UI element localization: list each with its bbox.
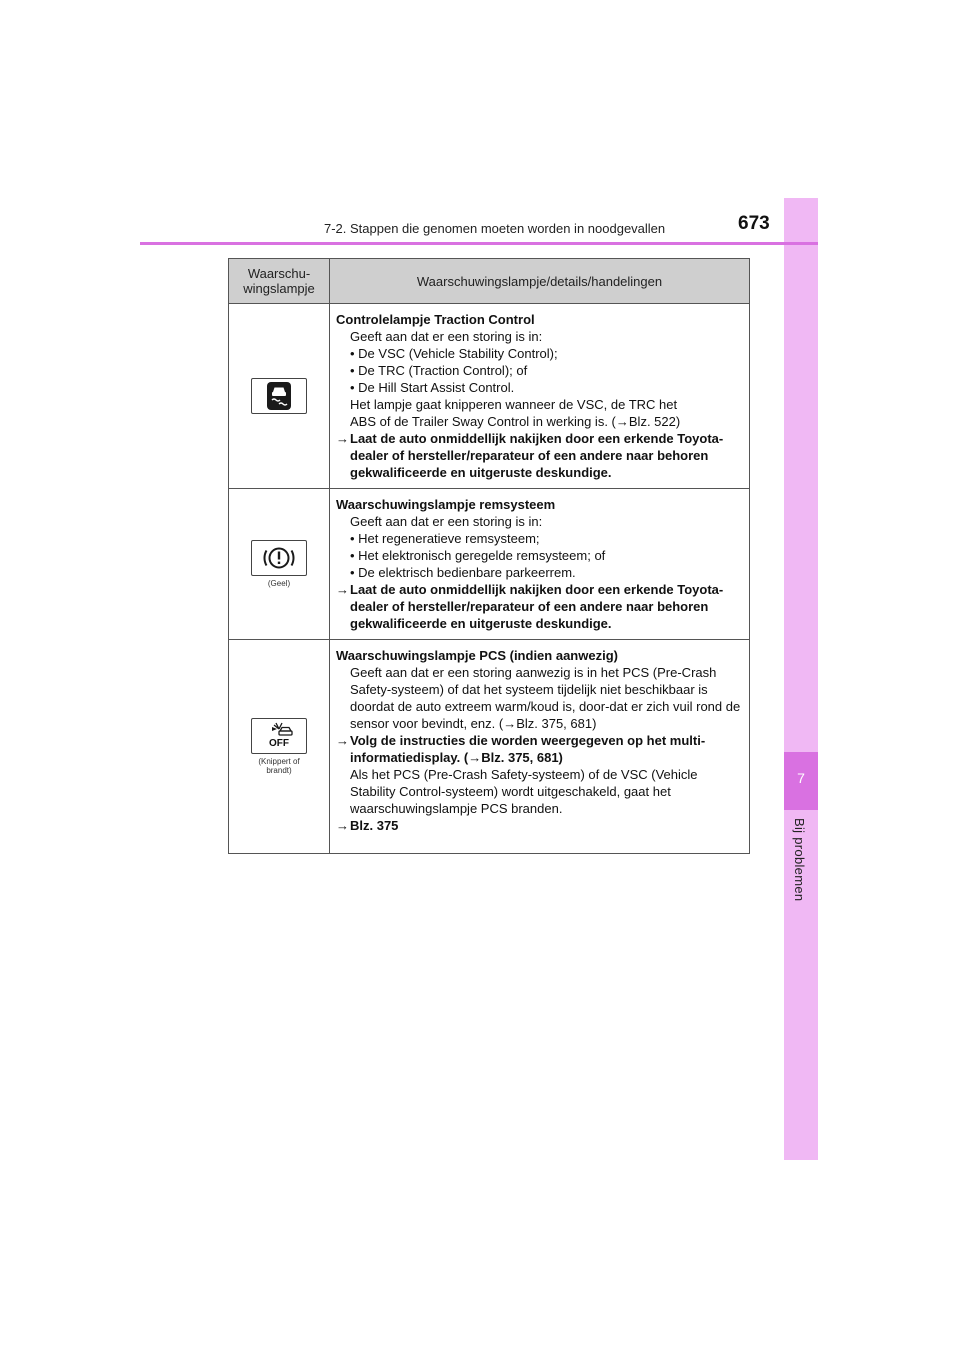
body-text: Geeft aan dat er een storing aanwezig is in het PCS (Pre-Crash Safety-systeem) of dat het systeem tijdelijk niet beschikbaar is doordat de auto extreem warm/koud is, door-dat er zich vuil rond de sensor voor bevindt, enz. ( xyxy=(350,665,741,731)
page-reference[interactable]: Blz. 522) xyxy=(628,414,681,429)
icon-cell xyxy=(229,640,330,854)
details-cell xyxy=(330,640,750,854)
section-title: 7-2. Stappen die genomen moeten worden in noodgevallen xyxy=(324,221,666,236)
action-line xyxy=(336,430,743,481)
icon-caption: (Geel) xyxy=(267,579,291,588)
icon-cell xyxy=(229,304,330,489)
row-title: Waarschuwingslampje remsysteem xyxy=(336,497,556,512)
column-header-icon xyxy=(229,259,330,304)
icon-caption: (Knippert of brandt) xyxy=(258,757,300,775)
details-cell xyxy=(330,304,750,489)
row-title: Waarschuwingslampje PCS (indien aanwezig) xyxy=(336,648,618,663)
row-text: Als het PCS (Pre-Crash Safety-systeem) of de VSC (Vehicle Stability Control-systeem) wordt uitgeschakeld, gaat het waarschuwingslampje PCS branden. xyxy=(350,767,698,816)
action-line xyxy=(336,581,743,632)
table-row xyxy=(229,489,750,640)
action-text: Volg de instructies die worden weergegeven op het multi-informatiedisplay. ( xyxy=(350,733,706,765)
side-tab xyxy=(784,198,818,1160)
bullet-item: • Het elektronisch geregelde remsysteem; of xyxy=(336,547,743,564)
row-intro: Geeft aan dat er een storing is in: xyxy=(350,329,543,344)
row-title: Controlelampje Traction Control xyxy=(336,312,535,327)
table-header-row xyxy=(229,259,750,304)
brake-warning-icon xyxy=(251,540,307,576)
bullet-item: • De Hill Start Assist Control. xyxy=(336,379,743,396)
bullet-item: • De elektrisch bedienbare parkeerrem. xyxy=(336,564,743,581)
action-line xyxy=(336,817,743,834)
pcs-off-icon xyxy=(251,718,307,754)
page-reference[interactable]: Blz. 375, 681) xyxy=(481,750,563,765)
chapter-title: Bij problemen xyxy=(792,818,807,902)
row-intro: Geeft aan dat er een storing is in: xyxy=(350,514,543,529)
icon-cell xyxy=(229,489,330,640)
arrow-icon: → xyxy=(336,431,349,446)
icon-off-label: OFF xyxy=(269,738,289,749)
action-text: Laat de auto onmiddellijk nakijken door een erkende Toyota-dealer of hersteller/reparateur of een andere naar behoren gekwalificeerde en uitgeruste deskundige. xyxy=(350,431,724,480)
page-reference[interactable]: Blz. 375, 681) xyxy=(516,716,597,731)
table-row xyxy=(229,640,750,854)
traction-control-icon xyxy=(251,378,307,414)
arrow-icon: → xyxy=(336,582,349,597)
row-text xyxy=(336,664,743,732)
column-header-details: Waarschuwingslampje/details/handelingen xyxy=(330,259,750,304)
ref-arrow: → xyxy=(468,750,482,765)
chapter-number: 7 xyxy=(797,770,805,786)
note-line: Het lampje gaat knipperen wanneer de VSC, de TRC het xyxy=(350,397,678,412)
warning-light-table xyxy=(228,258,750,854)
arrow-icon: → xyxy=(336,818,349,833)
bullet-item: • De TRC (Traction Control); of xyxy=(336,362,743,379)
note-line: ABS of de Trailer Sway Control in werking is. ( xyxy=(350,414,616,429)
arrow-icon: → xyxy=(336,733,349,748)
page-number: 673 xyxy=(738,213,770,234)
page-reference[interactable]: Blz. 375 xyxy=(350,818,399,833)
row-note xyxy=(336,396,743,430)
table-row xyxy=(229,304,750,489)
header-divider xyxy=(140,242,818,245)
ref-arrow: → xyxy=(503,716,517,731)
column-header-icon-label: Waarschu- wingslampje xyxy=(243,266,315,296)
bullet-item: • Het regeneratieve remsysteem; xyxy=(336,530,743,547)
bullet-item: • De VSC (Vehicle Stability Control); xyxy=(336,345,743,362)
details-cell xyxy=(330,489,750,640)
action-text: Laat de auto onmiddellijk nakijken door een erkende Toyota-dealer of hersteller/reparateur of een andere naar behoren gekwalificeerde en uitgeruste deskundige. xyxy=(350,582,724,631)
action-line xyxy=(336,732,743,766)
ref-arrow: → xyxy=(615,414,629,429)
